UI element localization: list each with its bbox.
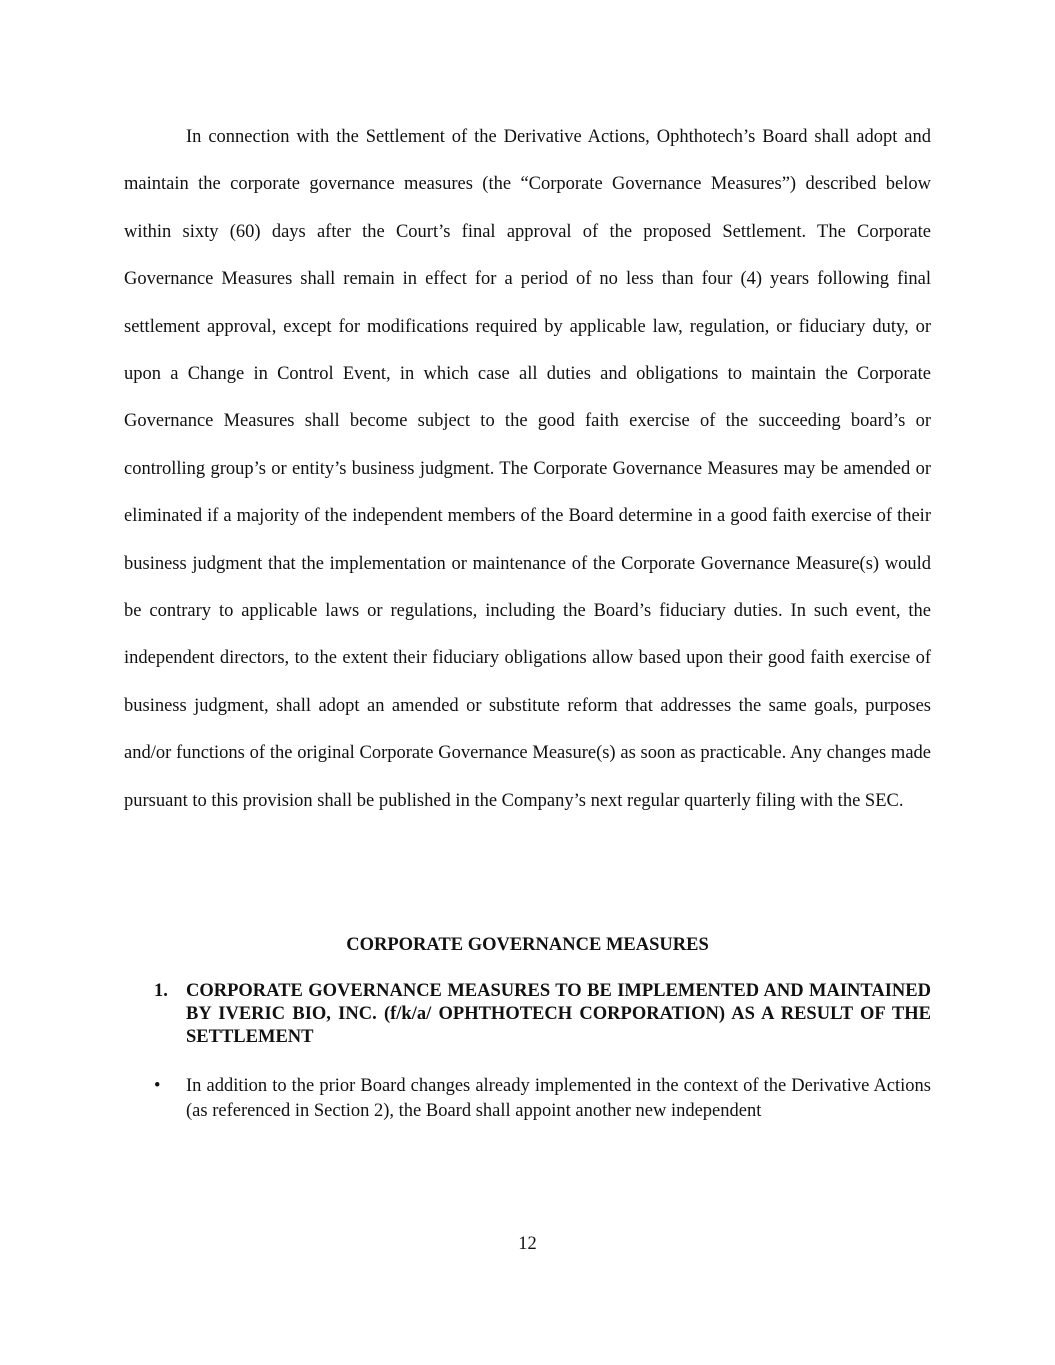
bullet-item [154, 1074, 931, 1123]
section-heading: CORPORATE GOVERNANCE MEASURES [346, 935, 709, 955]
bullet-icon: • [154, 1076, 161, 1096]
bullet-text: In addition to the prior Board changes already implemented in the context of the Derivative Actions (as referenced in Section 2), the Board shall appoint another new independent [186, 1076, 931, 1121]
numbered-heading [154, 980, 931, 1049]
page-number: 12 [518, 1234, 537, 1254]
body-paragraph: In connection with the Settlement of the Derivative Actions, Ophthotech’s Board shall adopt and maintain the corporate governance measures (the “Corporate Governance Measures”) described below within sixty (60) days after the Court’s final approval of the proposed Settlement. The Corporate Governance Measures shall remain in effect for a period of no less than four (4) years following final settlement approval, except for modifications required by applicable law, regulation, or fiduciary duty, or upon a Change in Control Event, in which case all duties and obligations to maintain the Corporate Governance Measures shall become subject to the good faith exercise of the succeeding board’s or controlling group’s or entity’s business judgment. The Corporate Governance Measures may be amended or eliminated if a majority of the independent members of the Board determine in a good faith exercise of their business judgment that the implementation or maintenance of the Corporate Governance Measure(s) would be contrary to applicable laws or regulations, including the Board’s fiduciary duties. In such event, the independent directors, to the extent their fiduciary obligations allow based upon their good faith exercise of business judgment, shall adopt an amended or substitute reform that addresses the same goals, purposes and/or functions of the original Corporate Governance Measure(s) as soon as practicable. Any changes made pursuant to this provision shall be published in the Company’s next regular quarterly filing with the SEC. [124, 127, 931, 811]
heading-text: CORPORATE GOVERNANCE MEASURES TO BE IMPLEMENTED AND MAINTAINED BY IVERIC BIO, INC. (f/k/a/ OPHTHOTECH CORPORATION) AS A RESULT OF THE SETTLEMENT [186, 981, 931, 1047]
heading-number: 1. [154, 981, 168, 1001]
